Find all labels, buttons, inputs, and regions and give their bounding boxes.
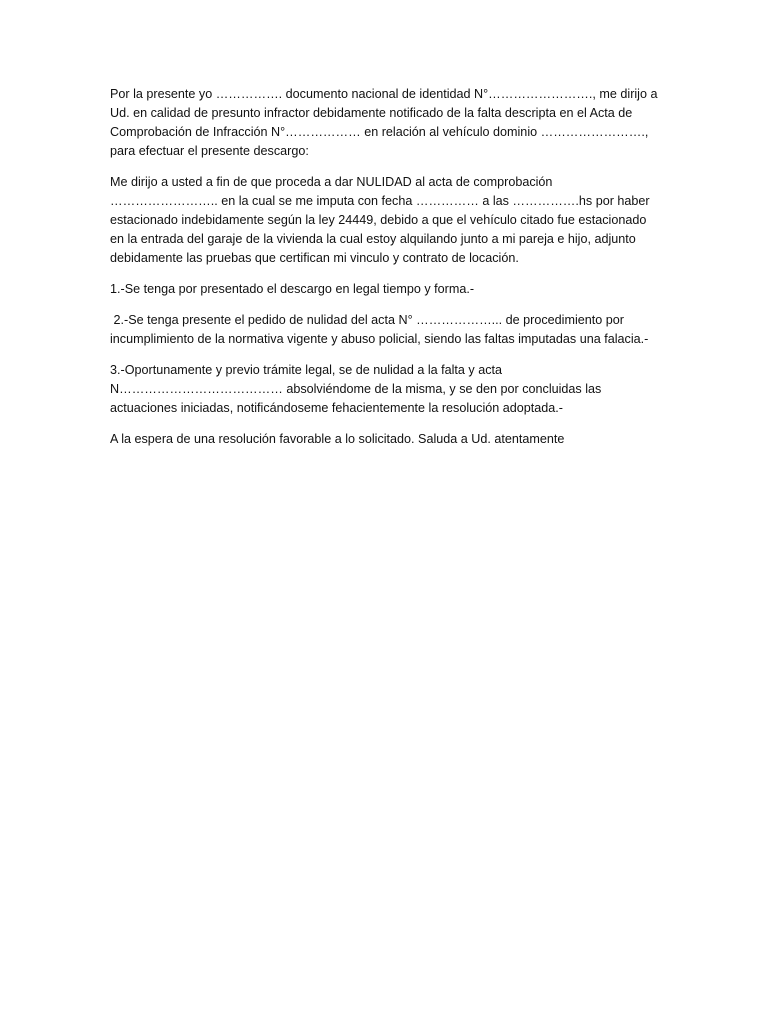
document-body [110,85,661,461]
point-2-paragraph: 2.-Se tenga presente el pedido de nulidad del acta N° ………………... de procedimiento por incumplimiento de la normativa vigente y abuso policial, siendo las faltas imputadas una falacia.- [110,313,649,346]
point-1-paragraph: 1.-Se tenga por presentado el descargo en legal tiempo y forma.- [110,282,475,296]
point-3-paragraph: 3.-Oportunamente y previo trámite legal, se de nulidad a la falta y acta N………………………………… absolviéndome de la misma, y se den por concluidas las actuaciones iniciadas, notificándoseme fehacientemente la resolución adoptada.- [110,363,605,415]
closing-paragraph: A la espera de una resolución favorable a lo solicitado. Saluda a Ud. atentamente [110,432,565,446]
request-paragraph: Me dirijo a usted a fin de que proceda a dar NULIDAD al acta de comprobación …………………….. en la cual se me imputa con fecha …………… a las …………….hs por haber estacionado indebidamente según la ley 24449, debido a que el vehículo citado fue estacionado en la entrada del garaje de la vivienda la cual estoy alquilando junto a mi pareja e hijo, adjunto debidamente las pruebas que certifican mi vinculo y contrato de locación. [110,175,654,265]
intro-paragraph: Por la presente yo ……………. documento nacional de identidad N°……………………., me dirijo a Ud. en calidad de presunto infractor debidamente notificado de la falta descripta en el Acta de Comprobación de Infracción N°……………… en relación al vehículo dominio ……………………., para efectuar el presente descargo: [110,87,661,158]
